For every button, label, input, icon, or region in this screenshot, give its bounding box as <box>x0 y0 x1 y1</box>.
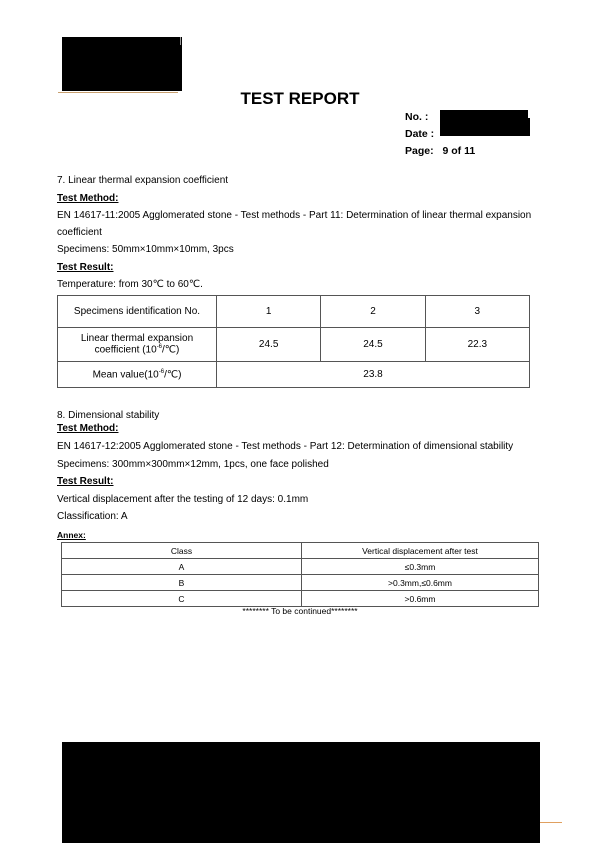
row-label-part: /℃) <box>164 369 182 381</box>
annex-cell: >0.6mm <box>302 591 539 607</box>
section-7-method-line1: EN 14617-11:2005 Agglomerated stone - Test methods - Part 11: Determination of linear thermal expansion <box>57 210 532 221</box>
row-label-sup: -6 <box>158 368 165 375</box>
table-cell: 22.3 <box>425 328 529 362</box>
table-row <box>58 328 530 362</box>
row-label-part: /℃) <box>162 344 180 356</box>
section-7-method-label: Test Method: <box>57 193 119 204</box>
footer-redacted <box>62 742 540 843</box>
annex-cell: ≤0.3mm <box>302 559 539 575</box>
section-7-temperature: Temperature: from 30℃ to 60℃. <box>57 279 203 290</box>
page-title: TEST REPORT <box>240 89 360 108</box>
annex-header: Class <box>62 543 302 559</box>
section-8-method-line: EN 14617-12:2005 Agglomerated stone - Test methods - Part 12: Determination of dimensional stability <box>57 441 514 452</box>
table-col-header: 3 <box>425 296 529 328</box>
table-row <box>58 362 530 388</box>
section-7-result-label: Test Result: <box>57 262 114 273</box>
annex-cell: A <box>62 559 302 575</box>
section-8-method-label: Test Method: <box>57 423 119 434</box>
section-8-specimens: Specimens: 300mm×300mm×12mm, 1pcs, one face polished <box>57 459 329 470</box>
table-row <box>62 559 539 575</box>
row-label-part: Mean value(10 <box>92 369 159 381</box>
row-label-mean-value <box>58 362 217 388</box>
table-header-label: Specimens identification No. <box>58 296 217 328</box>
page-label: Page: <box>405 145 434 157</box>
company-logo-redacted <box>62 37 182 91</box>
annex-header: Vertical displacement after test <box>302 543 539 559</box>
section-7-specimens: Specimens: 50mm×10mm×10mm, 3pcs <box>57 244 234 255</box>
page-value: 9 of 11 <box>442 145 476 157</box>
table-col-header: 1 <box>217 296 321 328</box>
row-label-part: Linear thermal expansion <box>80 333 194 345</box>
table-cell: 24.5 <box>217 328 321 362</box>
row-label-sup: -6 <box>156 344 163 351</box>
section-8-heading: 8. Dimensional stability <box>57 410 160 421</box>
table-row <box>62 591 539 607</box>
annex-cell: B <box>62 575 302 591</box>
table-row <box>62 575 539 591</box>
logo-tick <box>180 37 181 45</box>
section-8-result-label: Test Result: <box>57 476 114 487</box>
section-7-method-line2: coefficient <box>57 227 102 238</box>
date-redacted <box>440 118 530 136</box>
section-8-result-line: Vertical displacement after the testing of 12 days: 0.1mm <box>57 494 309 505</box>
footer-rule <box>540 822 562 823</box>
section-7-heading: 7. Linear thermal expansion coefficient <box>57 175 229 186</box>
section-8-classification: Classification: A <box>57 511 128 522</box>
report-number-label: No. : <box>405 111 429 123</box>
thermal-expansion-table <box>57 295 530 388</box>
table-cell: 24.5 <box>321 328 425 362</box>
annex-label: Annex: <box>57 530 86 540</box>
table-row <box>62 543 539 559</box>
table-col-header: 2 <box>321 296 425 328</box>
annex-table <box>61 542 539 607</box>
row-label-part: coefficient (10 <box>94 344 157 356</box>
table-cell-mean: 23.8 <box>217 362 530 388</box>
continued-note: ******** To be continued******** <box>242 606 358 616</box>
table-row <box>58 296 530 328</box>
annex-cell: C <box>62 591 302 607</box>
date-label: Date : <box>405 128 435 140</box>
annex-cell: >0.3mm,≤0.6mm <box>302 575 539 591</box>
row-label-linear-coefficient <box>58 328 217 362</box>
page-number <box>405 145 475 157</box>
